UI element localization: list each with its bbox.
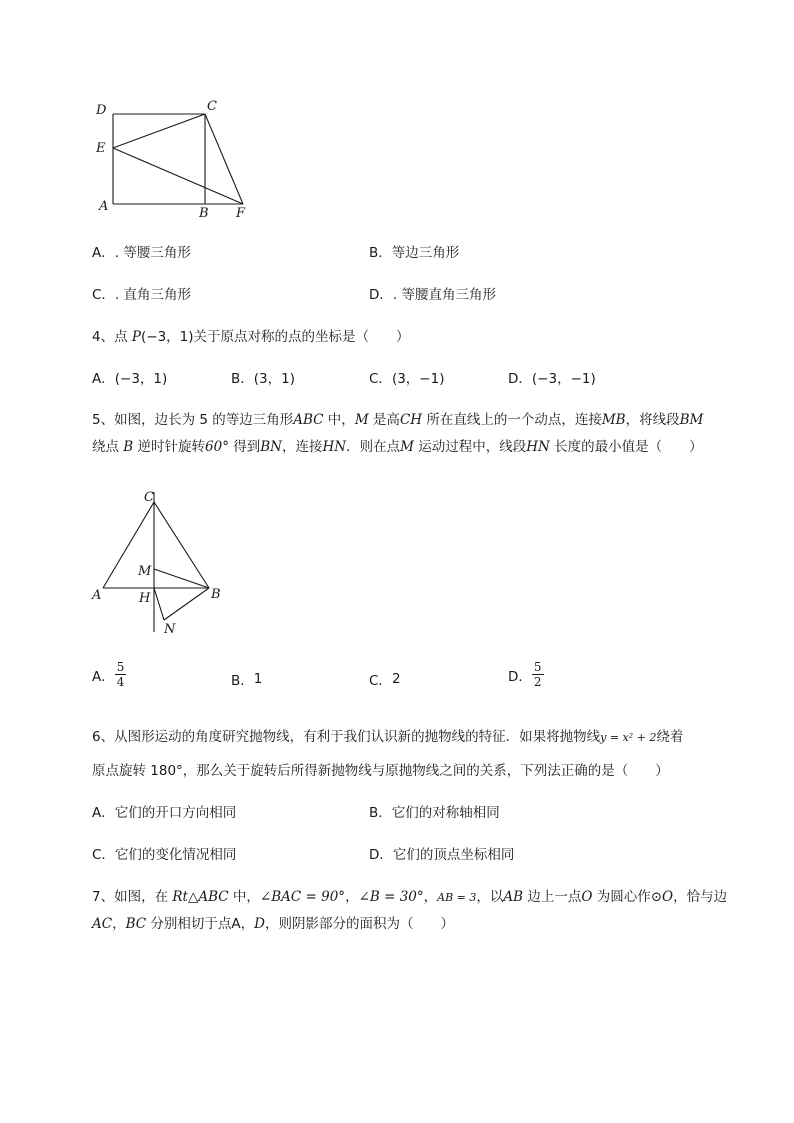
option-key: A． — [92, 245, 115, 261]
label-A: A — [99, 199, 109, 214]
q6-option-b[interactable]: B．它们的对称轴相同 — [369, 805, 500, 821]
q3-option-c[interactable] — [92, 283, 191, 303]
label-A: A — [92, 588, 102, 603]
label-E: E — [96, 141, 106, 156]
option-text: . 直角三角形 — [114, 287, 192, 303]
q5-option-d[interactable]: D． $\frac{5}{2}$ — [508, 660, 542, 689]
label-N: N — [164, 622, 176, 637]
option-text: 等边三角形 — [391, 245, 460, 261]
q6-option-d[interactable]: D．它们的顶点坐标相同 — [369, 847, 515, 863]
q4-stem: 4、点 P(−3，1)关于原点对称的点的坐标是（ ） — [92, 329, 410, 345]
q6-stem-line2: 原点旋转 180°，那么关于旋转后所得新抛物线与原抛物线之间的关系，下列法正确的是（ ） — [92, 763, 669, 779]
segment-MB — [154, 569, 209, 588]
label-M: M — [138, 564, 152, 579]
label-F: F — [236, 206, 246, 221]
label-C: C — [207, 99, 217, 114]
q4-option-c[interactable]: C．(3，−1) — [369, 371, 445, 387]
figure-equilateral-triangle — [88, 484, 228, 640]
option-key: B． — [369, 245, 392, 261]
option-key: D． — [369, 287, 393, 303]
q5-option-c[interactable]: C． 2 — [369, 671, 401, 689]
option-key: C． — [92, 287, 115, 303]
q6-option-a[interactable]: A．它们的开口方向相同 — [92, 805, 237, 821]
figure-rectangle-triangle — [88, 96, 258, 224]
q5-stem-line1: 5、如图，边长为 5 的等边三角形ABC 中，M 是高CH 所在直线上的一个动点，连接MB，将线段BM — [92, 412, 704, 428]
option-text: . 等腰三角形 — [114, 245, 191, 261]
segment-EC — [113, 114, 205, 148]
q3-option-b[interactable] — [369, 241, 459, 261]
label-C: C — [144, 490, 154, 505]
q4-option-b[interactable]: B．(3，1) — [231, 371, 295, 387]
q7-stem-line1: 7、如图，在 Rt△ABC 中，∠BAC = 90°，∠B = 30°，AB = 3，以AB 边上一点O 为圆心作⊙O，恰与边 — [92, 889, 728, 905]
q5-option-a[interactable]: A． $\frac{5}{4}$ — [92, 660, 125, 689]
segment-HN — [154, 588, 164, 620]
q4-option-d[interactable]: D．(−3，−1) — [508, 371, 596, 387]
option-text: . 等腰直角三角形 — [392, 287, 496, 303]
segment-EF — [113, 148, 243, 204]
label-H: H — [139, 591, 151, 606]
q3-option-a[interactable] — [92, 241, 191, 261]
q6-option-c[interactable]: C．它们的变化情况相同 — [92, 847, 237, 863]
q5-option-b[interactable]: B． 1 — [231, 671, 263, 689]
segment-CB — [154, 502, 209, 588]
fraction-5-2: $\frac{5}{2}$ — [533, 660, 542, 689]
label-B: B — [211, 587, 221, 602]
q6-stem-line1: 6、从图形运动的角度研究抛物线，有利于我们认识新的抛物线的特征．如果将抛物线y = x² + 2绕着 — [92, 729, 684, 745]
label-B: B — [199, 206, 209, 221]
q7-stem-line2: AC，BC 分别相切于点A，D，则阴影部分的面积为（ ） — [92, 916, 454, 932]
label-D: D — [96, 103, 107, 118]
q5-stem-line2: 绕点 B 逆时针旋转60° 得到BN，连接HN．则在点M 运动过程中，线段HN 长度的最小值是（ ） — [92, 439, 703, 455]
fraction-5-4: $\frac{5}{4}$ — [116, 660, 125, 689]
segment-BN — [164, 588, 209, 620]
q3-option-d[interactable] — [369, 283, 496, 303]
q4-option-a[interactable]: A．(−3，1) — [92, 371, 168, 387]
